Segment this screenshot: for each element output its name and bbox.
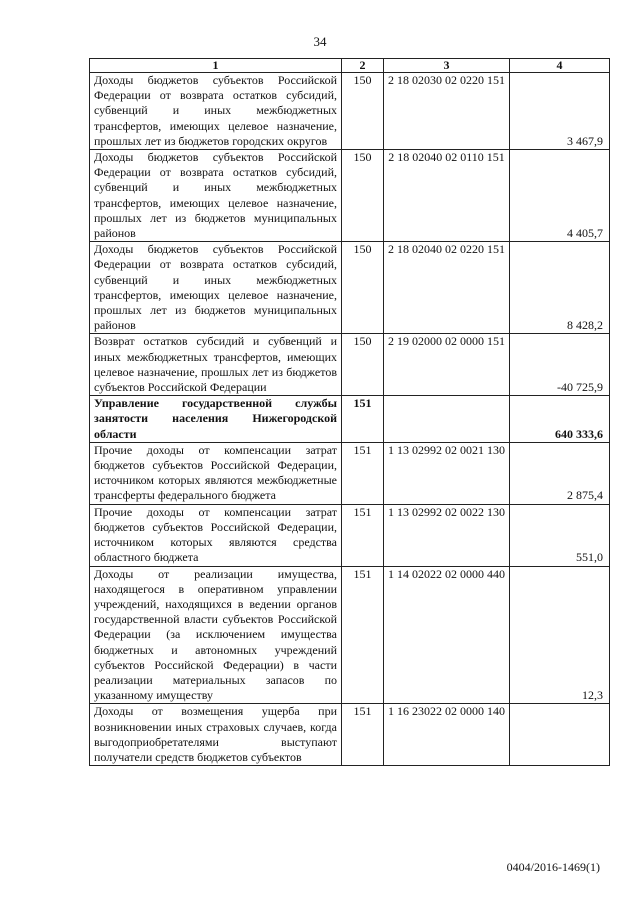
page-number: 34 xyxy=(313,34,327,49)
row-amount: 4 405,7 xyxy=(510,150,610,242)
row-amount xyxy=(510,704,610,766)
table-row xyxy=(90,334,610,396)
row-description: Доходы от возмещения ущерба при возникновении иных страховых случаев, когда выгодоприобретателями выступают получатели средств бюджетов субъектов xyxy=(90,704,342,766)
row-description: Прочие доходы от компенсации затрат бюджетов субъектов Российской Федерации, источником которых являются средства областного бюджета xyxy=(90,504,342,566)
row-admin-code: 150 xyxy=(342,150,384,242)
row-description: Прочие доходы от компенсации затрат бюджетов субъектов Российской Федерации, источником которых являются межбюджетные трансферты федерального бюджета xyxy=(90,442,342,504)
table-row xyxy=(90,704,610,766)
table-row xyxy=(90,442,610,504)
row-admin-code: 151 xyxy=(342,442,384,504)
row-budget-code: 2 18 02040 02 0110 151 xyxy=(384,150,510,242)
revenue-table xyxy=(89,58,610,766)
row-admin-code: 150 xyxy=(342,242,384,334)
table-row xyxy=(90,73,610,150)
row-admin-code: 151 xyxy=(342,504,384,566)
row-budget-code: 2 18 02030 02 0220 151 xyxy=(384,73,510,150)
row-amount: 2 875,4 xyxy=(510,442,610,504)
column-header: 2 xyxy=(342,59,384,73)
row-budget-code: 1 16 23022 02 0000 140 xyxy=(384,704,510,766)
row-description: Управление государственной службы занятости населения Нижегородской области xyxy=(90,396,342,443)
row-description: Доходы от реализации имущества, находящегося в оперативном управлении учреждений, находящихся в ведении органов государственной власти субъектов Российской Федерации (за исключением имущества бюджетных и автономных учреждений субъектов Российской Федерации) в части реализации материальных запасов по указанному имуществу xyxy=(90,566,342,704)
row-budget-code: 1 13 02992 02 0022 130 xyxy=(384,504,510,566)
row-budget-code: 2 18 02040 02 0220 151 xyxy=(384,242,510,334)
row-admin-code: 150 xyxy=(342,73,384,150)
table-row xyxy=(90,504,610,566)
row-amount: 3 467,9 xyxy=(510,73,610,150)
row-amount: 12,3 xyxy=(510,566,610,704)
document-code: 0404/2016-1469(1) xyxy=(506,860,600,874)
row-description: Доходы бюджетов субъектов Российской Федерации от возврата остатков субсидий, субвенций и иных межбюджетных трансфертов, имеющих целевое назначение, прошлых лет из бюджетов городских округов xyxy=(90,73,342,150)
row-amount: 640 333,6 xyxy=(510,396,610,443)
column-header: 4 xyxy=(510,59,610,73)
column-header: 3 xyxy=(384,59,510,73)
row-admin-code: 151 xyxy=(342,396,384,443)
table-header-row xyxy=(90,59,610,73)
table-row xyxy=(90,566,610,704)
row-budget-code: 2 19 02000 02 0000 151 xyxy=(384,334,510,396)
row-admin-code: 151 xyxy=(342,566,384,704)
table-row xyxy=(90,242,610,334)
column-header: 1 xyxy=(90,59,342,73)
row-amount: 8 428,2 xyxy=(510,242,610,334)
row-admin-code: 151 xyxy=(342,704,384,766)
row-budget-code xyxy=(384,396,510,443)
row-description: Доходы бюджетов субъектов Российской Федерации от возврата остатков субсидий, субвенций и иных межбюджетных трансфертов, имеющих целевое назначение, прошлых лет из бюджетов муниципальных районов xyxy=(90,242,342,334)
table-row xyxy=(90,150,610,242)
table-row xyxy=(90,396,610,443)
row-amount: -40 725,9 xyxy=(510,334,610,396)
row-budget-code: 1 14 02022 02 0000 440 xyxy=(384,566,510,704)
row-description: Возврат остатков субсидий и субвенций и иных межбюджетных трансфертов, имеющих целевое назначение, прошлых лет из бюджетов субъектов Российской Федерации xyxy=(90,334,342,396)
row-admin-code: 150 xyxy=(342,334,384,396)
row-amount: 551,0 xyxy=(510,504,610,566)
row-budget-code: 1 13 02992 02 0021 130 xyxy=(384,442,510,504)
row-description: Доходы бюджетов субъектов Российской Федерации от возврата остатков субсидий, субвенций и иных межбюджетных трансфертов, имеющих целевое назначение, прошлых лет из бюджетов муниципальных районов xyxy=(90,150,342,242)
